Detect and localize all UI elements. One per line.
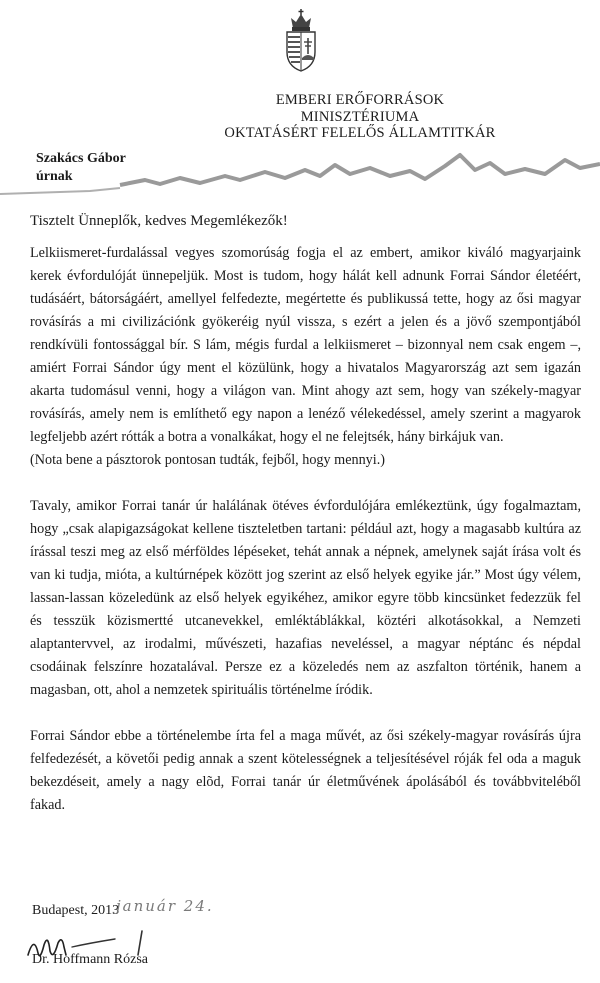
ministry-line-1: EMBERI ERŐFORRÁSOK (275, 92, 445, 108)
letter-body (30, 242, 581, 817)
paragraph-1-note: (Nota bene a pásztorok pontosan tudták, fejből, hogy mennyi.) (30, 452, 385, 468)
recipient-title: úrnak (36, 169, 73, 184)
paragraph-1: Lelkiismeret-furdalással vegyes szomorúság fogja el az embert, amikor kiváló magyarjaink kerek évfordulóját ünnepeljük. Most is tudom, hogy hálát kell adnunk Forrai Sándor életéért, tudásáért, bátorságáért, amellyel felfedezte, megértette és publikussá tette, hogy az ősi magyar rovásírás a mi civilizációnk gyökeréig nyúl vissza, s ezért a jelen és a jövő szempontjából rendkívüli fontossággal bír. S lám, mégis furdal a lelkiismeret – bizonnyal nem csak engem –, amiért Forrai Sándor úgy ment el közülünk, hogy a hivatalos Magyarország azt sem igazán akarta tudomásul venni, hogy a világon van. Mint ahogy azt sem, hogy van székely-magyar rovásírás, amely nem is említhető egy napon a lenéző vélekedéssel, amely szerint a magyarok legfeljebb azért rótták a botra a vonalkákat, hogy el ne felejtsék, hány birkájuk van. (30, 245, 581, 445)
signer-name: Dr. Hoffmann Rózsa (32, 952, 148, 967)
ministry-line-3: OKTATÁSÉRT FELELŐS ÁLLAMTITKÁR (224, 125, 496, 141)
place-date: Budapest, 2013 (32, 903, 120, 918)
paragraph-2: Tavaly, amikor Forrai tanár úr halálának ötéves évfordulójára emlékeztünk, úgy fogalmaztam, hogy „csak alapigazságokat kellene tiszteletben tartani: például azt, hogy a magasabb kultúra az írással teszi meg az első mérföldes lépéseket, tehát annak a népnek, amelynek saját írása volt és van ki tudja, mióta, a kultúrnépek között jog szerint az első helyek egyike jár.” Most úgy vélem, lassan-lassan közeledünk az első helyek egyikéhez, amikor egyre több kincsünket fedezzük fel és tesszük közismertté utcanevekkel, emléktáblákkal, köztéri alkotásokkal, a Nemzeti alaptantervvel, az irodalmi, művészeti, hazafias neveléssel, a magyar néptánc és népdal csodáinak felszínre hozatalával. Persze ez a közeledés nem az aszfalton történik, hanem a magasban, ott, ahol a nemzetek spirituális történelme íródik. (30, 498, 581, 698)
recipient-name: Szakács Gábor (36, 151, 126, 166)
ministry-header (150, 92, 570, 142)
recipient-block (36, 150, 126, 186)
coat-of-arms-icon (281, 8, 321, 72)
handwritten-date: január 24. (116, 897, 214, 915)
greeting: Tisztelt Ünneplők, kedves Megemlékezők! (30, 213, 288, 229)
ministry-line-2: MINISZTÉRIUMA (300, 108, 420, 125)
paragraph-3: Forrai Sándor ebbe a történelembe írta fel a maga művét, az ősi székely-magyar rovásírás újra felfedezését, a követői pedig annak a szent kötelességnek a teljesítésével róják fel oda a maguk bekezdéseit, amely a nagy elõd, Forrai tanár úr életművének ápolásából és továbbviteléből fakad. (30, 728, 581, 813)
